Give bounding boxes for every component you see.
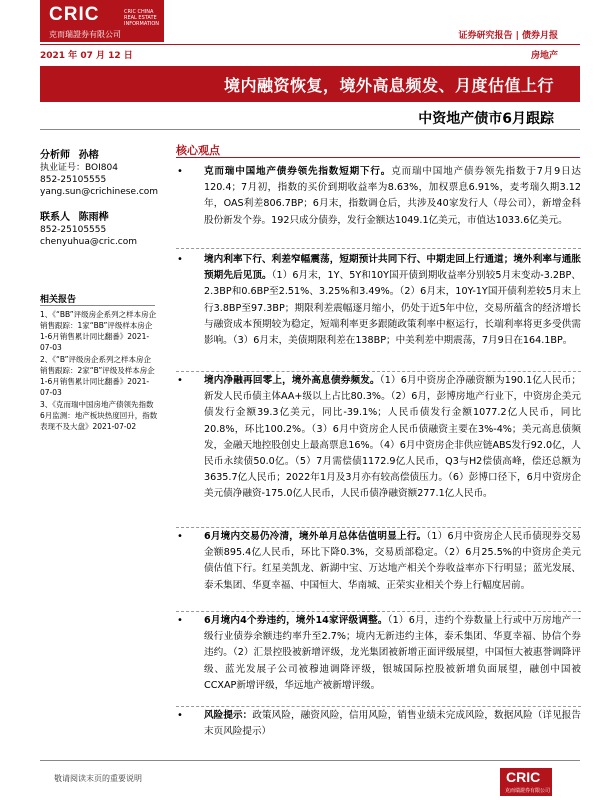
core-point (176, 252, 581, 349)
core-point (176, 529, 581, 594)
core-point (176, 373, 581, 503)
contact-name: 陈雨桦 (78, 212, 109, 223)
point-body: 克而瑞中国地产债券领先指数于7月9日达120.4；7月初，指数的买价到期收益率为8.63%，加权票息6.91%，麦考瑞久期3.12年，OAS利差806.7BP；6月末，指数调仓后，共涉及40家发行人（母公司），新增金科股份新发个券。192只成分债券，发行金额达1049.1亿美元，市值达1033.6亿美元。 (204, 166, 581, 226)
point-heading: 克而瑞中国地产债券领先指数短期下行。 (204, 166, 392, 177)
footer-logo-text: CRIC (506, 769, 541, 785)
subtitle-divider (40, 129, 580, 130)
point-body: 政策风险，融资风险，信用风险，销售业绩未完成风险，数据风险（详见报告末页风险提示） (204, 710, 581, 738)
related-report-item[interactable]: 1、《“BB”评级房企系列之样本房企销售跟踪：1家“BB”评级样本房企1-6月销售累计同比翻番》2021-07-03 (40, 310, 157, 352)
core-point (176, 613, 581, 694)
report-subtitle: 中资地产债市6月跟踪 (418, 111, 554, 127)
point-body: （1）6月中资房企净融资额为190.1亿人民币；新发人民币债主体AA+级以上占比80.3%。（2）6月，彭博房地产行业下，中资房企美元债发行金额39.3亿美元，同比-39.1%；人民币债发行金额1077.2亿人民币，同比20.8%，环比100.2%。（3）6月中资房企人民币债融资主要在3%-4%；美元高息债频发，金融天地控股创史上最高票息16%。（4）6月中资房企非供应链ABS发行92.0亿，人民币永续债50.0亿。（5）7月需偿债1172.9亿人民币，Q3与H2偿债高峰，偿还总额为3635.7亿人民币；2022年1月及3月亦有较高偿债压力。（6）彭博口径下，6月中资房企美元债净融资-175.0亿人民币，人民币债净融资额277.1亿人民币。 (204, 375, 582, 500)
point-heading: 6月境内交易仍冷清，境外单月总体估值明显上行。 (204, 531, 427, 542)
point-body: （1）6月，违约个券数量上行或中万房地产一级行业债券余额违约率升至2.7%；境内无新违约主体，泰禾集团、华夏幸福、协信个券违约。（2）汇景控股被新增评级，龙光集团被新增正面评级展望，中国恒大被惠誉调降评级、蓝光发展子公司被穆迪调降评级，银城国际控股被新增负面展望，融创中国被CCXAP新增评级，华远地产被新增评级。 (204, 615, 581, 691)
related-report-item[interactable]: 3、《克而瑞中国房地产债领先指数6月监测：地产板块热度回升，指数表现不及大盘》2021-07-02 (40, 400, 158, 431)
related-reports-list (40, 309, 158, 433)
bullet-icon: • (177, 531, 183, 542)
logo-company-name: 克而瑞證券有限公司 (49, 30, 121, 39)
analyst-phone: 852-25105555 (40, 175, 107, 185)
related-report-item[interactable]: 2、《“B”评级房企系列之样本房企销售跟踪：2家“B”评级及样本房企1-6月销售累计同比翻番》2021-07-03 (40, 355, 155, 397)
point-heading: 风险提示： (204, 710, 253, 721)
point-body: （1）6月中资房企人民币债现券交易金额895.4亿人民币，环比下降0.3%，交易质部稳定。（2）6月25.5%的中资房企美元债估值下行。红星美凯龙、新湖中宝、万达地产相关个券收益率亦下行明显；蓝光发展、泰禾集团、华夏幸福、中国恒大、华南城、正荣实业相关个券上行幅度居前。 (204, 531, 581, 591)
contact-phone: 852-25105555 (40, 225, 107, 235)
point-heading: 境内净融再回零上，境外高息债券频发。 (204, 375, 380, 386)
core-views-title: 核心观点 (176, 144, 220, 157)
point-divider (176, 248, 581, 249)
footer-divider (40, 760, 580, 761)
footer-notice: 敬请阅读末页的重要说明 (54, 774, 142, 783)
related-reports-title: 相关报告 (40, 295, 77, 305)
point-divider (176, 611, 581, 612)
bullet-icon: • (177, 254, 183, 265)
bullet-icon: • (177, 710, 183, 721)
company-logo (40, 0, 164, 42)
report-date: 2021 年 07 月 12 日 (40, 51, 133, 61)
core-point (176, 164, 581, 229)
analyst-role: 分析师 (40, 150, 70, 161)
analyst-cert: 执业证号：BOI804 (40, 163, 118, 173)
bullet-icon: • (177, 615, 183, 626)
point-heading: 境内利率下行、利差窄幅震荡，短期预计共同下行、中期走回上行通道；境外利率与通胀预期先后见顶。 (204, 254, 581, 282)
point-heading: 6月境内4个券违约，境外14家评级调整。 (204, 615, 388, 626)
contact-block (40, 212, 155, 248)
logo-text: CRIC (49, 4, 100, 25)
point-divider (176, 527, 581, 528)
analyst-email[interactable]: yang.sun@crichinese.com (40, 187, 159, 197)
report-type: 证券研究报告 | 债券月报 (458, 31, 558, 41)
related-divider (40, 305, 155, 306)
footer-logo (500, 768, 552, 796)
bullet-icon: • (177, 166, 183, 177)
header-divider (40, 44, 580, 45)
analyst-block (40, 150, 159, 198)
point-divider (176, 706, 581, 707)
report-title: 境内融资恢复，境外高息频发、月度估值上行 (223, 76, 554, 95)
logo-small-text: CRIC CHINA REAL ESTATE INFORMATION (124, 9, 160, 27)
core-point (176, 708, 581, 740)
core-divider (176, 157, 580, 158)
analyst-name: 孙榕 (78, 150, 99, 161)
footer-logo-company: 克而瑞證券有限公司 (505, 788, 551, 794)
bullet-icon: • (177, 375, 183, 386)
contact-role: 联系人 (40, 212, 70, 223)
point-divider (176, 371, 581, 372)
report-sector: 房地产 (530, 51, 558, 61)
point-body: （1）6月末，1Y、5Y和10Y国开债到期收益率分别较5月末变动-3.2BP、2.3BP和0.6BP至2.51%、3.25%和3.49%。（2）6月末，10Y-1Y国开债利差较5月末上行3.8BP至97.3BP；期限利差震幅逐月缩小，仍处于近5年中位，交易所蕴含的经济增长与融资成本预期较为稳定，短端利率更多跟随政策利率中枢运行，长端利率将更多受供需影响。（3）6月末，美债期限利差在138BP；中美利差中期震荡，7月9日在164.1BP。 (204, 270, 582, 347)
contact-email[interactable]: chenyuhua@cric.com (40, 237, 138, 247)
